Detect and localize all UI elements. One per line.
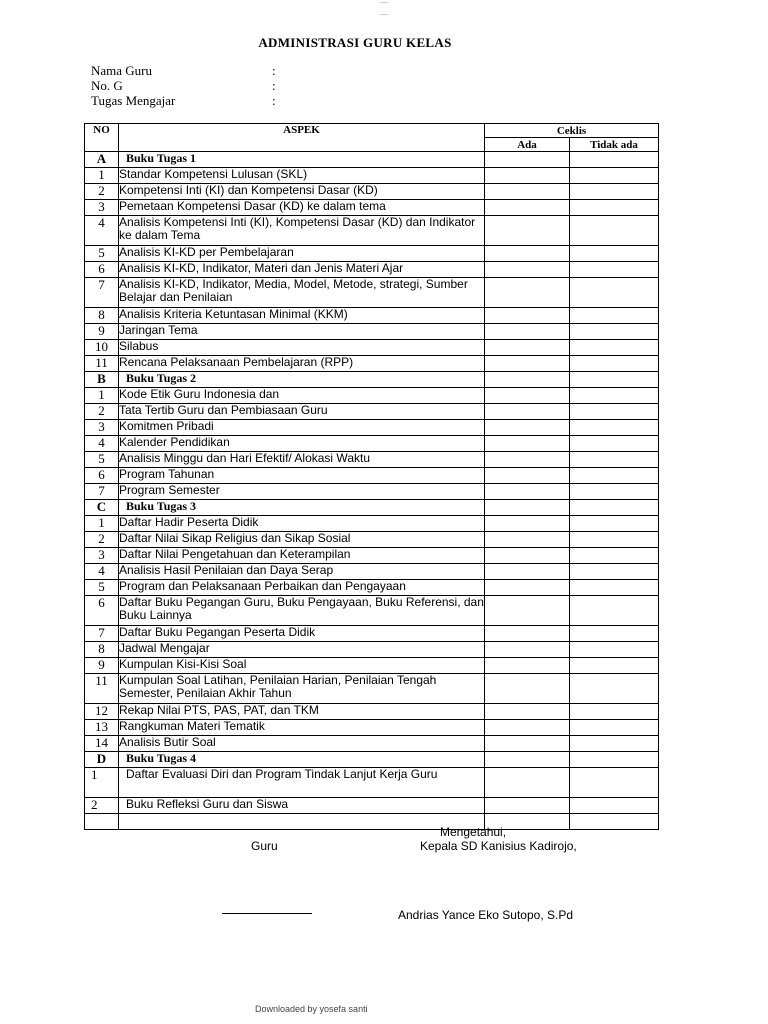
check-tidak-ada-cell[interactable] [570,626,659,642]
row-number: 5 [85,452,119,468]
table-row [85,768,659,798]
check-ada-cell[interactable] [485,626,570,642]
section-row [85,752,659,768]
check-tidak-ada-cell[interactable] [570,388,659,404]
row-aspek: Analisis Butir Soal [119,736,485,752]
check-tidak-ada-cell[interactable] [570,532,659,548]
page-title: ADMINISTRASI GURU KELAS [258,35,452,50]
check-ada-cell[interactable] [485,484,570,500]
check-tidak-ada-cell[interactable] [570,768,659,798]
check-ada-cell[interactable] [485,798,570,814]
download-footer: Downloaded by yosefa santi [255,1004,368,1014]
check-tidak-ada-cell[interactable] [570,580,659,596]
row-aspek: Buku Tugas 4 [119,752,485,768]
row-number [85,814,119,830]
check-ada-cell[interactable] [485,308,570,324]
row-number: 7 [85,626,119,642]
check-tidak-ada-cell[interactable] [570,596,659,626]
guru-signature-line [222,913,312,914]
check-tidak-ada-cell[interactable] [570,168,659,184]
row-number: 14 [85,736,119,752]
row-aspek: Analisis KI-KD per Pembelajaran [119,246,485,262]
check-ada-cell[interactable] [485,200,570,216]
row-aspek: Daftar Nilai Pengetahuan dan Keterampilan [119,548,485,564]
table-row [85,324,659,340]
check-ada-cell[interactable] [485,768,570,798]
row-aspek: Kompetensi Inti (KI) dan Kompetensi Dasar (KD) [119,184,485,200]
row-number: 4 [85,436,119,452]
check-tidak-ada-cell[interactable] [570,674,659,704]
row-aspek: Buku Refleksi Guru dan Siswa [119,798,485,814]
row-number: 10 [85,340,119,356]
check-tidak-ada-cell[interactable] [570,516,659,532]
check-ada-cell[interactable] [485,404,570,420]
info-colon: : [272,78,276,93]
row-aspek: Daftar Nilai Sikap Religius dan Sikap Sosial [119,532,485,548]
table-row [85,356,659,372]
check-tidak-ada-cell[interactable] [570,642,659,658]
check-tidak-ada-cell[interactable] [570,308,659,324]
table-row [85,596,659,626]
row-number: A [85,152,119,168]
table-row [85,340,659,356]
table-row [85,484,659,500]
check-ada-cell[interactable] [485,216,570,246]
row-number: 1 [85,768,119,798]
table-row [85,168,659,184]
check-tidak-ada-cell[interactable] [570,548,659,564]
check-tidak-ada-cell[interactable] [570,216,659,246]
row-number: 4 [85,216,119,246]
row-number: 5 [85,580,119,596]
row-number: 2 [85,532,119,548]
check-ada-cell[interactable] [485,278,570,308]
row-number: 1 [85,516,119,532]
info-row-nama-guru [91,63,291,78]
row-number: C [85,500,119,516]
row-number: 13 [85,720,119,736]
row-number: 1 [85,388,119,404]
table-row [85,200,659,216]
info-row-tugas-mengajar [91,93,291,108]
table-row [85,420,659,436]
row-aspek: Komitmen Pribadi [119,420,485,436]
check-tidak-ada-cell[interactable] [570,420,659,436]
row-aspek: Buku Tugas 1 [119,152,485,168]
row-aspek: Rekap Nilai PTS, PAS, PAT, dan TKM [119,704,485,720]
row-aspek: Kalender Pendidikan [119,436,485,452]
check-tidak-ada-cell[interactable] [570,564,659,580]
table-row [85,704,659,720]
row-aspek: Silabus [119,340,485,356]
check-ada-cell[interactable] [485,516,570,532]
row-aspek: Jaringan Tema [119,324,485,340]
info-label: Nama Guru [91,63,153,78]
row-aspek: Standar Kompetensi Lulusan (SKL) [119,168,485,184]
row-number: 7 [85,484,119,500]
check-ada-cell[interactable] [485,420,570,436]
info-colon: : [272,63,276,78]
row-number: 6 [85,596,119,626]
row-aspek: Kumpulan Kisi-Kisi Soal [119,658,485,674]
row-number: 2 [85,184,119,200]
section-row [85,152,659,168]
check-tidak-ada-cell[interactable] [570,752,659,768]
row-aspek: Daftar Evaluasi Diri dan Program Tindak Lanjut Kerja Guru [119,768,485,798]
check-tidak-ada-cell[interactable] [570,356,659,372]
check-ada-cell[interactable] [485,736,570,752]
table-row [85,246,659,262]
header-ada: Ada [485,138,570,152]
table-row [85,720,659,736]
row-number: 6 [85,262,119,278]
table-row [85,388,659,404]
row-aspek: Daftar Hadir Peserta Didik [119,516,485,532]
check-tidak-ada-cell[interactable] [570,324,659,340]
row-aspek: Analisis KI-KD, Indikator, Materi dan Jenis Materi Ajar [119,262,485,278]
checklist-rows [85,152,659,830]
header-no: NO [85,124,119,152]
table-row [85,814,659,830]
header-mark-2: ~~~~ [379,12,389,17]
table-row [85,516,659,532]
mengetahui-label: Mengetahui, [440,825,507,839]
table-row [85,404,659,420]
check-tidak-ada-cell[interactable] [570,736,659,752]
check-ada-cell[interactable] [485,468,570,484]
check-ada-cell[interactable] [485,168,570,184]
table-row [85,532,659,548]
check-tidak-ada-cell[interactable] [570,720,659,736]
header-tidak-ada: Tidak ada [570,138,659,152]
row-aspek: Analisis Kriteria Ketuntasan Minimal (KKM) [119,308,485,324]
row-aspek: Kode Etik Guru Indonesia dan [119,388,485,404]
row-number: 12 [85,704,119,720]
table-row [85,262,659,278]
row-aspek: Rencana Pelaksanaan Pembelajaran (RPP) [119,356,485,372]
row-number: 1 [85,168,119,184]
check-ada-cell[interactable] [485,658,570,674]
check-tidak-ada-cell[interactable] [570,484,659,500]
check-tidak-ada-cell[interactable] [570,452,659,468]
row-aspek: Jadwal Mengajar [119,642,485,658]
check-ada-cell[interactable] [485,564,570,580]
row-aspek: Rangkuman Materi Tematik [119,720,485,736]
check-ada-cell[interactable] [485,752,570,768]
check-ada-cell[interactable] [485,436,570,452]
check-tidak-ada-cell[interactable] [570,436,659,452]
table-row [85,674,659,704]
row-number: 8 [85,642,119,658]
row-number: 6 [85,468,119,484]
check-tidak-ada-cell[interactable] [570,184,659,200]
row-aspek: Analisis Minggu dan Hari Efektif/ Alokasi Waktu [119,452,485,468]
check-ada-cell[interactable] [485,372,570,388]
check-ada-cell[interactable] [485,324,570,340]
check-ada-cell[interactable] [485,340,570,356]
table-row [85,736,659,752]
check-ada-cell[interactable] [485,674,570,704]
row-aspek: Analisis Kompetensi Inti (KI), Kompetensi Dasar (KD) dan Indikator ke dalam Tema [119,216,485,246]
row-number: 11 [85,674,119,704]
check-ada-cell[interactable] [485,152,570,168]
check-ada-cell[interactable] [485,452,570,468]
check-ada-cell[interactable] [485,500,570,516]
table-row [85,184,659,200]
teacher-info [91,63,291,108]
check-tidak-ada-cell[interactable] [570,152,659,168]
row-aspek: Kumpulan Soal Latihan, Penilaian Harian, Penilaian Tengah Semester, Penilaian Akhir Tahun [119,674,485,704]
table-row [85,580,659,596]
row-number: 3 [85,548,119,564]
row-aspek: Program Semester [119,484,485,500]
check-tidak-ada-cell[interactable] [570,262,659,278]
check-tidak-ada-cell[interactable] [570,468,659,484]
check-ada-cell[interactable] [485,388,570,404]
check-tidak-ada-cell[interactable] [570,404,659,420]
section-row [85,372,659,388]
row-number: 2 [85,798,119,814]
row-number: 7 [85,278,119,308]
row-aspek [119,814,485,830]
header-aspek: ASPEK [119,124,485,152]
check-ada-cell[interactable] [485,184,570,200]
row-aspek: Buku Tugas 2 [119,372,485,388]
check-ada-cell[interactable] [485,704,570,720]
check-tidak-ada-cell[interactable] [570,372,659,388]
row-aspek: Daftar Buku Pegangan Peserta Didik [119,626,485,642]
info-colon: : [272,93,276,108]
row-number: 9 [85,324,119,340]
check-tidak-ada-cell[interactable] [570,814,659,830]
table-row [85,642,659,658]
row-number: 2 [85,404,119,420]
row-number: 3 [85,200,119,216]
table-row [85,798,659,814]
check-ada-cell[interactable] [485,642,570,658]
row-number: 9 [85,658,119,674]
table-row [85,452,659,468]
row-number: 11 [85,356,119,372]
row-aspek: Analisis Hasil Penilaian dan Daya Serap [119,564,485,580]
info-label: Tugas Mengajar [91,93,176,108]
table-row [85,548,659,564]
row-number: 5 [85,246,119,262]
check-tidak-ada-cell[interactable] [570,500,659,516]
row-aspek: Buku Tugas 3 [119,500,485,516]
check-tidak-ada-cell[interactable] [570,658,659,674]
check-tidak-ada-cell[interactable] [570,340,659,356]
table-row [85,278,659,308]
checklist-table [84,123,659,830]
check-ada-cell[interactable] [485,596,570,626]
row-number: B [85,372,119,388]
row-aspek: Daftar Buku Pegangan Guru, Buku Pengayaan, Buku Referensi, dan Buku Lainnya [119,596,485,626]
row-number: 4 [85,564,119,580]
check-tidak-ada-cell[interactable] [570,246,659,262]
table-row [85,216,659,246]
row-aspek: Tata Tertib Guru dan Pembiasaan Guru [119,404,485,420]
guru-label: Guru [251,839,278,853]
info-label: No. G [91,78,123,93]
check-ada-cell[interactable] [485,580,570,596]
row-aspek: Analisis KI-KD, Indikator, Media, Model, Metode, strategi, Sumber Belajar dan Penilaian [119,278,485,308]
header-mark-1: ~~~~ [379,0,389,5]
section-row [85,500,659,516]
table-row [85,564,659,580]
check-ada-cell[interactable] [485,246,570,262]
kepala-label: Kepala SD Kanisius Kadirojo, [420,839,577,853]
header-ceklis: Ceklis [485,124,659,138]
table-row [85,658,659,674]
row-number: 3 [85,420,119,436]
check-tidak-ada-cell[interactable] [570,704,659,720]
table-row [85,626,659,642]
table-row [85,468,659,484]
row-number: 8 [85,308,119,324]
row-aspek: Program Tahunan [119,468,485,484]
kepala-name: Andrias Yance Eko Sutopo, S.Pd [398,908,574,922]
row-aspek: Pemetaan Kompetensi Dasar (KD) ke dalam tema [119,200,485,216]
table-row [85,308,659,324]
row-number: D [85,752,119,768]
check-ada-cell[interactable] [485,262,570,278]
check-ada-cell[interactable] [485,356,570,372]
table-row [85,436,659,452]
check-tidak-ada-cell[interactable] [570,798,659,814]
row-aspek: Program dan Pelaksanaan Perbaikan dan Pengayaan [119,580,485,596]
check-tidak-ada-cell[interactable] [570,200,659,216]
check-ada-cell[interactable] [485,532,570,548]
check-ada-cell[interactable] [485,548,570,564]
check-tidak-ada-cell[interactable] [570,278,659,308]
info-row-no-g [91,78,291,93]
check-ada-cell[interactable] [485,720,570,736]
